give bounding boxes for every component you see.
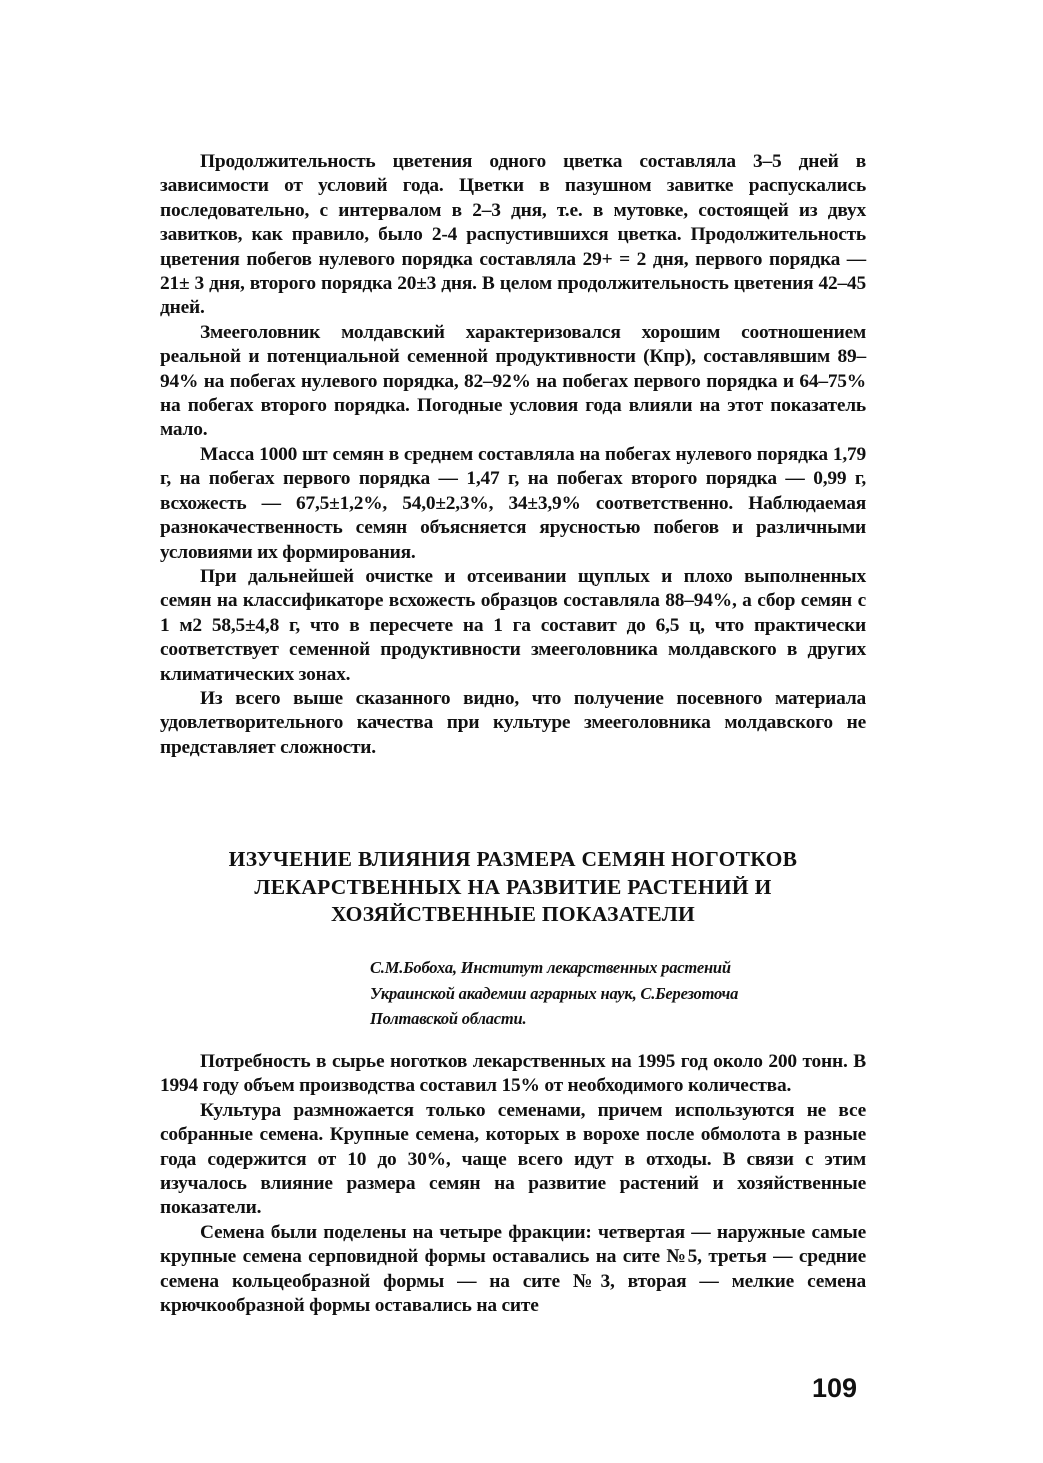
paragraph-propagation: Культура размножается только семенами, причем используются не все собранные семена. Крупные семена, которых в ворохе после обмолота в разные года содержится от 10 до 30%, чаще всего идут в отходы. В связи с этим изучалось влияние размера семян на развитие растений и хозяйственные показатели.: [160, 1099, 866, 1219]
byline-line-1: С.М.Бобоха, Институт лекарственных растений: [370, 958, 731, 977]
paragraph-seed-fractions: Семена были поделены на четыре фракции: четвертая — наружные самые крупные семена серповидной формы оставались на сите №5, третья — средние семена кольцеобразной формы — на сите №3, вторая — мелкие семена крючкообразной формы оставались на сите: [160, 1221, 866, 1317]
author-affiliation: [370, 955, 870, 1032]
paragraph-seed-cleaning: При дальнейшей очистке и отсеивании щуплых и плохо выполненных семян на классификаторе всхожесть образцов составляла 88–94%, а сбор семян с 1 м2 58,5±4,8 г, что в пересчете на 1 га составит до 6,5 ц, что практически соответствует семенной продуктивности змееголовника молдавского в других климатических зонах.: [160, 565, 866, 685]
article-title: [160, 846, 866, 929]
article-title-line-2: ЛЕКАРСТВЕННЫХ НА РАЗВИТИЕ РАСТЕНИЙ И: [254, 874, 772, 899]
previous-article-conclusion: [160, 150, 866, 760]
paragraph-raw-material-demand: Потребность в сырье ноготков лекарственных на 1995 год около 200 тонн. В 1994 году объем производства составил 15% от необходимого количества.: [160, 1051, 866, 1097]
paragraph-flowering-duration: Продолжительность цветения одного цветка составляла 3–5 дней в зависимости от условий года. Цветки в пазушном завитке распускались последовательно, с интервалом в 2–3 дня, т.е. в мутовке, состоящей из двух завитков, как правило, было 2-4 распустившихся цветка. Продолжительность цветения побегов нулевого порядка составляла 29+ = 2 дня, первого порядка — 21± 3 дня, второго порядка 20±3 дня. В целом продолжительность цветения 42–45 дней.: [160, 151, 866, 319]
byline-line-3: Полтавской области.: [370, 1009, 527, 1028]
article-title-line-1: ИЗУЧЕНИЕ ВЛИЯНИЯ РАЗМЕРА СЕМЯН НОГОТКОВ: [228, 847, 798, 871]
page-number: 109: [812, 1373, 858, 1403]
paragraph-conclusion: Из всего выше сказанного видно, что получение посевного материала удовлетворительного качества при культуре змееголовника молдавского не представляет сложности.: [160, 687, 866, 758]
paragraph-seed-productivity: Змееголовник молдавский характеризовался хорошим соотношением реальной и потенциальной семенной продуктивности (Кпр), составлявшим 89–94% на побегах нулевого порядка, 82–92% на побегах первого порядка и 64–75% на побегах второго порядка. Погодные условия года влияли на этот показатель мало.: [160, 321, 866, 441]
byline-line-2: Украинской академии аграрных наук, С.Березоточа: [370, 983, 739, 1003]
article-title-line-3: ХОЗЯЙСТВЕННЫЕ ПОКАЗАТЕЛИ: [330, 902, 696, 926]
paragraph-seed-mass: Масса 1000 шт семян в среднем составляла на побегах нулевого порядка 1,79 г, на побегах первого порядка — 1,47 г, на побегах второго порядка — 0,99 г, всхожесть — 67,5±1,2%, 54,0±2,3%, 34±3,9% соответственно. Наблюдаемая разнокачественность семян объясняется ярусностью побегов и различными условиями их формирования.: [160, 443, 866, 563]
article-body: [160, 1050, 866, 1318]
